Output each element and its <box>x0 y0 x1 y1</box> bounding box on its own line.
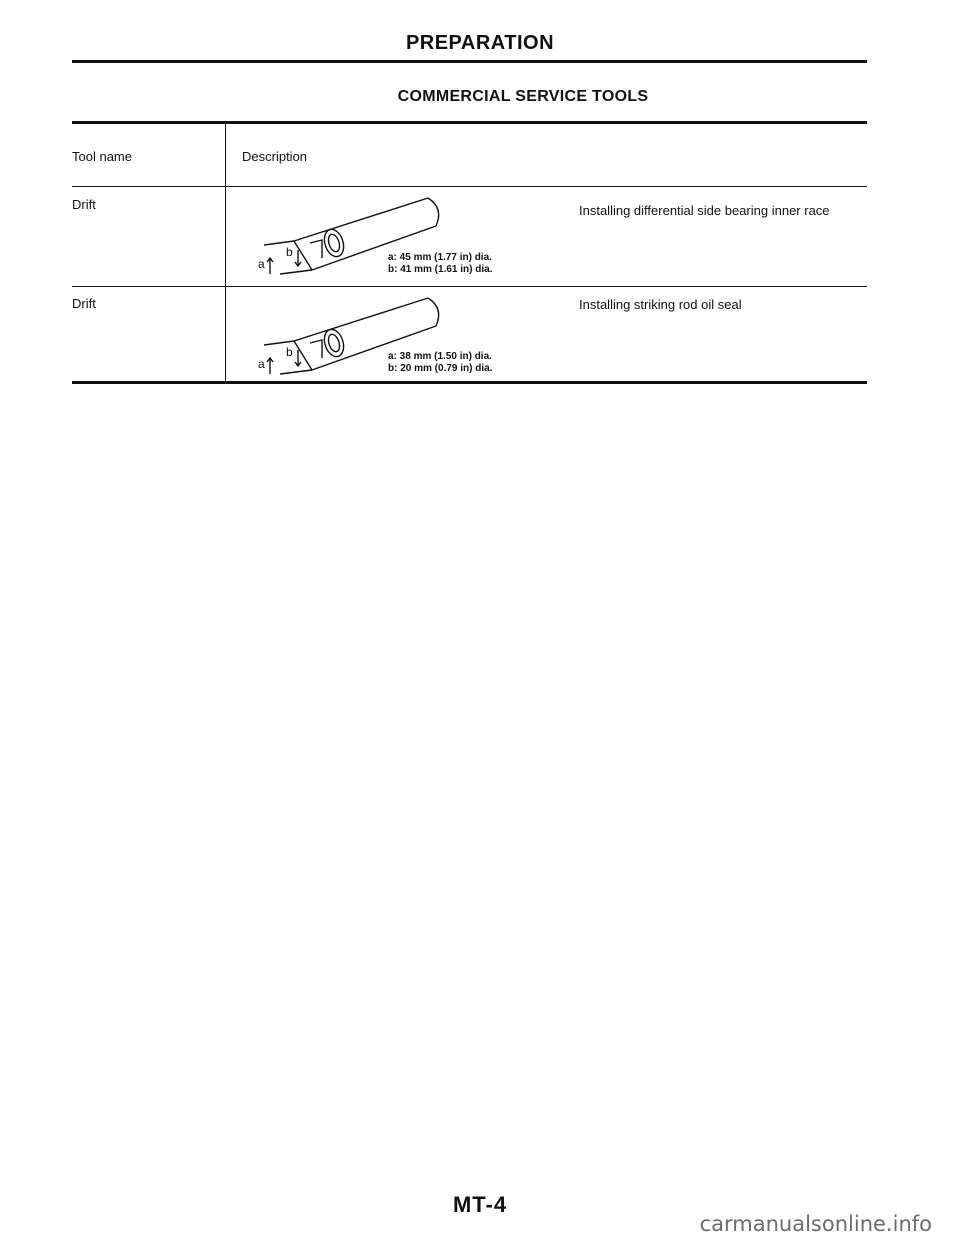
tool-description-cell: Installing differential side bearing inner race <box>579 203 830 218</box>
tool-description-cell: Installing striking rod oil seal <box>579 297 742 312</box>
section-title: PREPARATION <box>405 32 555 54</box>
table-top-rule <box>72 121 867 124</box>
header-row-rule <box>72 186 867 187</box>
dimension-a-text: a: 45 mm (1.77 in) dia. <box>388 252 492 263</box>
column-header-description: Description <box>242 149 308 164</box>
column-header-tool-name: Tool name <box>72 149 132 164</box>
header-rule <box>72 60 867 63</box>
tools-table <box>72 121 867 386</box>
table-bottom-rule <box>72 381 867 384</box>
row-divider-rule <box>72 286 867 287</box>
watermark-text: carmanualsonline.info <box>699 1212 932 1236</box>
table-column-divider <box>225 121 226 383</box>
figure-label-b: b <box>286 345 293 359</box>
dimension-a-text: a: 38 mm (1.50 in) dia. <box>388 351 492 362</box>
tool-name-cell: Drift <box>72 197 96 212</box>
figure-label-a: a <box>258 357 265 371</box>
page-number: MT-4 <box>452 1192 508 1217</box>
dimension-b-text: b: 20 mm (0.79 in) dia. <box>388 363 493 374</box>
figure-label-b: b <box>286 245 293 259</box>
figure-label-a: a <box>258 257 265 271</box>
dimension-b-text: b: 41 mm (1.61 in) dia. <box>388 264 493 275</box>
tool-name-cell: Drift <box>72 296 96 311</box>
page-subtitle: COMMERCIAL SERVICE TOOLS <box>397 88 649 105</box>
